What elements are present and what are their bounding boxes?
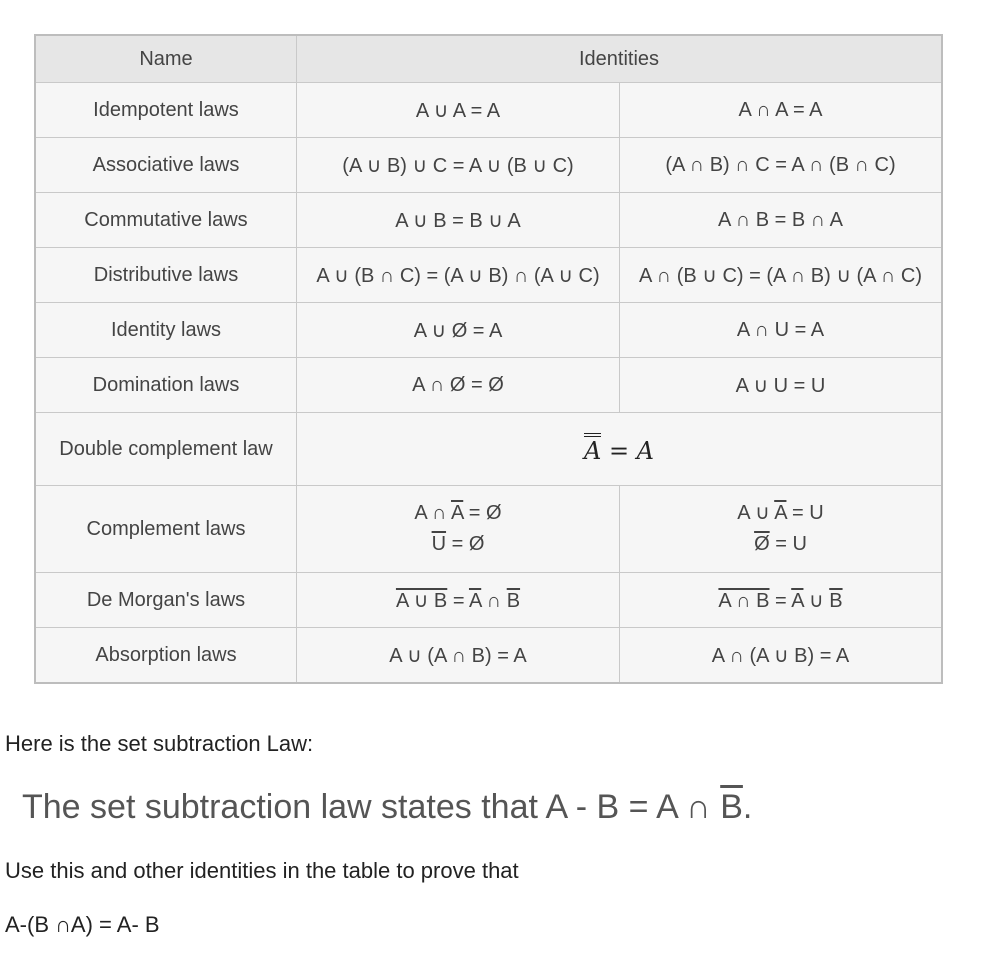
identity-left: A ∪ (A ∩ B) = A	[297, 628, 620, 684]
expr-part: A ∪	[737, 502, 775, 524]
expr-part: ∩	[481, 589, 507, 612]
identity-right	[620, 486, 943, 573]
identity-expression	[297, 413, 943, 486]
set-subtraction-law	[22, 788, 752, 827]
complement-u: $\overline{U}$	[431, 533, 447, 555]
complement-b: $\overline{B}$	[829, 589, 843, 612]
identity-right: A ∩ U = A	[620, 303, 943, 358]
law-name: De Morgan's laws	[35, 573, 297, 628]
header-name: Name	[35, 35, 297, 83]
identity-right	[620, 573, 943, 628]
expr-part: ∪	[803, 589, 830, 612]
expr-part: = U	[786, 502, 824, 524]
identity-left: A ∩ Ø = Ø	[297, 358, 620, 413]
expr-part: = Ø	[446, 533, 485, 555]
table-row	[35, 486, 942, 573]
complemented-a: A	[583, 437, 602, 465]
identity-left: A ∪ Ø = A	[297, 303, 620, 358]
table-row	[35, 573, 942, 628]
table-row	[35, 248, 942, 303]
expr-part: =	[447, 589, 469, 612]
table-row	[35, 83, 942, 138]
table-row	[35, 413, 942, 486]
identity-left: A ∪ (B ∩ C) = (A ∪ B) ∩ (A ∪ C)	[297, 248, 620, 303]
instruction-text: Use this and other identities in the table to prove that	[5, 858, 519, 883]
identity-left	[297, 573, 620, 628]
law-name: Idempotent laws	[35, 83, 297, 138]
complement-a: $\overline{A}$	[791, 589, 804, 612]
double-complement-expr	[584, 437, 654, 465]
expr-part: =	[769, 589, 792, 612]
expr-rest: = A	[601, 437, 655, 465]
identity-left: A ∪ B = B ∪ A	[297, 193, 620, 248]
complement-intersection: A ∩ B	[718, 589, 770, 612]
header-identities: Identities	[297, 35, 943, 83]
expr-line	[297, 498, 619, 529]
identity-right: A ∩ (B ∪ C) = (A ∩ B) ∪ (A ∩ C)	[620, 248, 943, 303]
expr-line	[620, 498, 941, 529]
complement-union: A ∪ B	[395, 589, 448, 612]
identity-right: A ∪ U = U	[620, 358, 943, 413]
complement-a: $\overline{A}$	[451, 502, 464, 524]
identity-left: A ∪ A = A	[297, 83, 620, 138]
table-row	[35, 303, 942, 358]
identity-left	[297, 486, 620, 573]
expr-part: A ∩	[414, 502, 451, 524]
complement-b: $\overline{B}$	[506, 589, 521, 612]
expr-part: = Ø	[463, 502, 502, 524]
identity-left: (A ∪ B) ∪ C = A ∪ (B ∪ C)	[297, 138, 620, 193]
table-row	[35, 358, 942, 413]
identity-right: A ∩ B = B ∩ A	[620, 193, 943, 248]
expr-line	[620, 529, 941, 560]
law-name: Double complement law	[35, 413, 297, 486]
identity-right: A ∩ A = A	[620, 83, 943, 138]
expr-line	[297, 529, 619, 560]
law-name: Domination laws	[35, 358, 297, 413]
law-name: Distributive laws	[35, 248, 297, 303]
law-period: .	[742, 788, 753, 826]
complement-a: $\overline{A}$	[468, 589, 482, 612]
set-identities-table	[34, 34, 943, 684]
table-row	[35, 138, 942, 193]
law-name: Associative laws	[35, 138, 297, 193]
table-row	[35, 193, 942, 248]
law-name: Complement laws	[35, 486, 297, 573]
intro-text: Here is the set subtraction Law:	[5, 731, 314, 756]
goal-expression: A-(B ∩A) = A- B	[5, 912, 160, 937]
complement-empty: $\overline{Ø}$	[754, 533, 770, 555]
table-row	[35, 628, 942, 684]
complement-b: $\overline{B}$	[720, 788, 743, 826]
law-name: Absorption laws	[35, 628, 297, 684]
expr-part: = U	[769, 533, 807, 555]
complement-a: $\overline{A}$	[774, 502, 787, 524]
law-name: Identity laws	[35, 303, 297, 358]
law-name: Commutative laws	[35, 193, 297, 248]
law-text: The set subtraction law states that A - B = A ∩	[22, 788, 721, 826]
identity-right: (A ∩ B) ∩ C = A ∩ (B ∩ C)	[620, 138, 943, 193]
identity-right: A ∩ (A ∪ B) = A	[620, 628, 943, 684]
header-row	[35, 35, 942, 83]
